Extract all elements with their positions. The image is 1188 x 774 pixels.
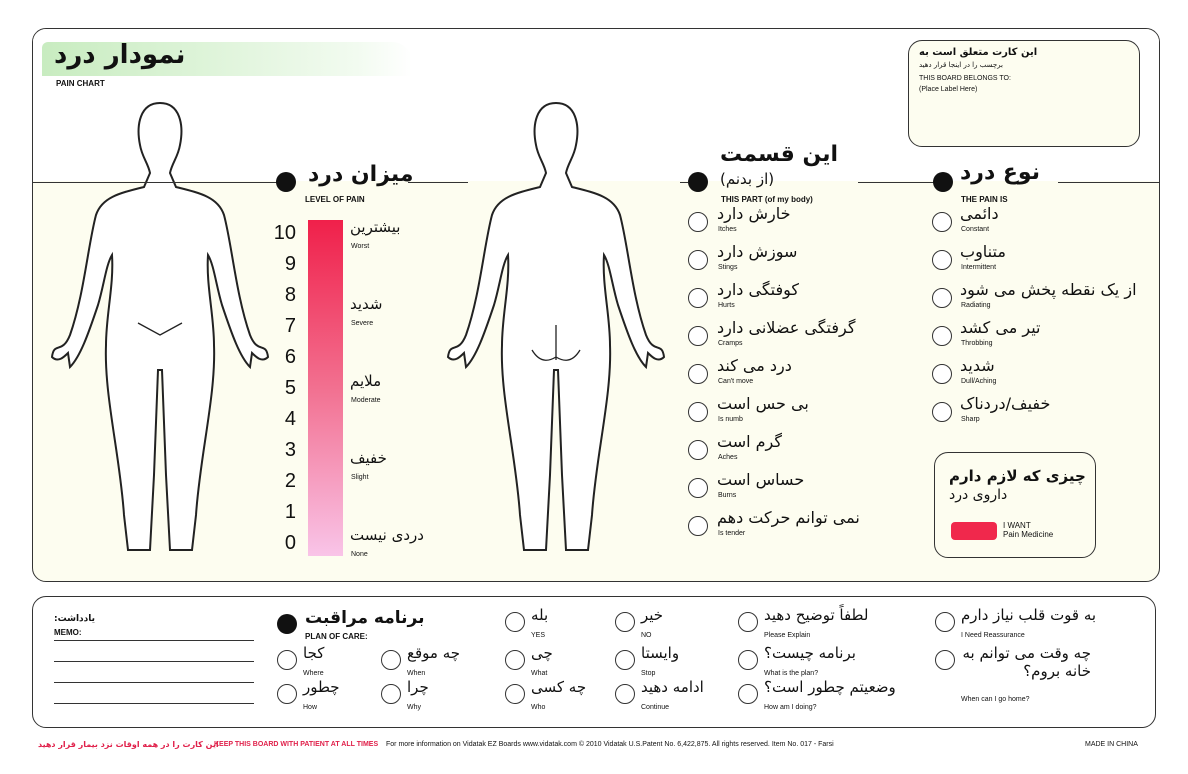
footer-keep: KEEP THIS BOARD WITH PATIENT AT ALL TIMES (214, 741, 379, 748)
scale-number: 10 (273, 222, 296, 244)
option-label-en: Intermittent (961, 264, 997, 271)
bullet-icon (276, 172, 296, 192)
plan-title: برنامه مراقبت (305, 608, 425, 628)
pain-medicine-button[interactable] (951, 522, 997, 540)
option-label-en: Cramps (718, 340, 743, 347)
plan-option-label[interactable]: خیر (641, 606, 664, 624)
scale-number: 7 (284, 315, 296, 337)
option-label-en: Dull/Aching (961, 378, 997, 385)
plan-option-label-en: YES (531, 632, 546, 639)
plan-option-label-en: When (407, 670, 426, 677)
scale-label: ملایم (350, 372, 382, 390)
option-label[interactable]: خارش دارد (717, 204, 791, 223)
plan-option-label-en: Where (303, 670, 324, 677)
bullet-icon (277, 614, 297, 634)
plan-option-label-en: When can I go home? (961, 696, 1030, 703)
body-part-subtitle: THIS PART (of my body) (721, 195, 813, 204)
option-label[interactable]: از یک نقطه پخش می شود (960, 280, 1137, 299)
medicine-subtitle: داروی درد (949, 487, 1008, 503)
radio-option[interactable] (688, 250, 708, 270)
divider (858, 182, 934, 183)
footer-made-in: MADE IN CHINA (1085, 741, 1138, 748)
scale-number: 4 (284, 408, 296, 430)
radio-option[interactable] (688, 478, 708, 498)
pain-level-title: میزان درد (308, 162, 414, 187)
plan-option[interactable] (505, 650, 525, 670)
memo-line[interactable] (54, 682, 254, 683)
scale-label-en: Slight (351, 474, 369, 481)
option-label[interactable]: درد می کند (717, 356, 792, 375)
plan-option[interactable] (277, 650, 297, 670)
plan-option-label[interactable]: لطفاً توضیح دهید (764, 606, 869, 624)
plan-option-label-en: NO (641, 632, 652, 639)
plan-option-label-en: I Need Reassurance (961, 632, 1025, 639)
owner-label-box[interactable] (908, 40, 1140, 147)
plan-option-label[interactable]: چرا (407, 678, 429, 696)
radio-option[interactable] (932, 250, 952, 270)
plan-option-label-en: How am I doing? (764, 704, 817, 711)
medicine-label-en2: Pain Medicine (1003, 530, 1054, 539)
radio-option[interactable] (688, 212, 708, 232)
plan-option-label[interactable]: کجا (303, 644, 325, 662)
plan-option[interactable] (381, 684, 401, 704)
owner-label-en: THIS BOARD BELONGS TO: (919, 75, 1011, 82)
plan-option-label-en: What is the plan? (764, 670, 819, 677)
plan-option-label-en: What (531, 670, 548, 677)
owner-subtitle: برچسب را در اینجا قرار دهید (919, 61, 1003, 69)
scale-label: خفیف (350, 449, 387, 467)
option-label-en: Throbbing (961, 340, 993, 347)
scale-number: 3 (284, 439, 296, 461)
pain-type-subtitle: THE PAIN IS (961, 195, 1008, 204)
scale-number: 8 (284, 284, 296, 306)
plan-option-label-en: Why (407, 704, 421, 711)
body-part-title-sub: (از بدنم) (720, 170, 775, 188)
scale-label-en: Moderate (351, 397, 381, 404)
plan-option-label[interactable]: چی (531, 644, 553, 662)
scale-label: دردی نیست (350, 526, 424, 544)
radio-option[interactable] (932, 288, 952, 308)
plan-option-label-en: Stop (641, 670, 656, 677)
option-label-en: Burns (718, 492, 737, 499)
scale-label: شدید (350, 295, 383, 313)
radio-option[interactable] (932, 364, 952, 384)
body-part-title: این قسمت (720, 142, 839, 167)
medicine-title: چیزی که لازم دارم (949, 467, 1086, 485)
memo-line[interactable] (54, 703, 254, 704)
plan-option[interactable] (738, 612, 758, 632)
plan-option[interactable] (935, 650, 955, 670)
pain-scale-gradient-bar[interactable] (308, 220, 343, 556)
option-label-en: Hurts (718, 302, 735, 309)
plan-option-label[interactable]: چطور (303, 678, 340, 696)
option-label-en: Is numb (718, 416, 743, 423)
scale-number: 9 (284, 253, 296, 275)
bullet-icon (933, 172, 953, 192)
option-label[interactable]: حساس است (717, 470, 805, 489)
divider (1058, 182, 1160, 183)
body-back-outline[interactable] (436, 95, 676, 565)
option-label-en: Radiating (961, 302, 991, 309)
plan-option-label-en: Please Explain (764, 632, 811, 639)
option-label[interactable]: دائمی (960, 204, 999, 223)
plan-option-label[interactable]: چه وقت می توانم به خانه بروم؟ (962, 644, 1091, 680)
plan-option[interactable] (615, 612, 635, 632)
divider (680, 182, 688, 183)
option-label-en: Stings (718, 264, 738, 271)
plan-option-label[interactable]: چه کسی (531, 678, 587, 696)
scale-number: 6 (284, 346, 296, 368)
plan-option[interactable] (738, 650, 758, 670)
plan-option[interactable] (935, 612, 955, 632)
radio-option[interactable] (688, 402, 708, 422)
plan-option-label[interactable]: برنامه چیست؟ (764, 644, 856, 662)
memo-label: MEMO: (54, 628, 82, 637)
option-label-en: Is tender (718, 530, 746, 537)
pain-level-subtitle: LEVEL OF PAIN (305, 195, 365, 204)
page-title: نمودار درد (54, 40, 186, 70)
plan-option-label[interactable]: ادامه دهید (641, 678, 704, 696)
pain-type-title: نوع درد (960, 160, 1040, 185)
scale-label-en: Severe (351, 320, 374, 327)
radio-option[interactable] (688, 326, 708, 346)
bullet-icon (688, 172, 708, 192)
plan-option[interactable] (381, 650, 401, 670)
option-label-en: Can't move (718, 378, 754, 385)
option-label[interactable]: سوزش دارد (717, 242, 798, 261)
plan-option-label-en: Continue (641, 704, 670, 711)
footer-fa: این کارت را در همه اوقات نزد بیمار قرار دهید (38, 740, 219, 749)
radio-option[interactable] (932, 212, 952, 232)
option-label[interactable]: گرفتگی عضلانی دارد (717, 318, 856, 337)
scale-number: 5 (284, 377, 296, 399)
memo-line[interactable] (54, 661, 254, 662)
option-label-en: Sharp (961, 416, 980, 423)
scale-label-en: None (351, 551, 368, 558)
option-label[interactable]: بی حس است (717, 394, 809, 413)
plan-option[interactable] (505, 612, 525, 632)
scale-label-en: Worst (351, 243, 370, 250)
plan-option-label[interactable]: به قوت قلب نیاز دارم (961, 606, 1097, 624)
scale-number: 2 (284, 470, 296, 492)
scale-number: 1 (284, 501, 296, 523)
option-label-en: Aches (718, 454, 738, 461)
memo-label-fa: یادداشت: (54, 614, 96, 624)
option-label-en: Constant (961, 226, 990, 233)
radio-option[interactable] (688, 288, 708, 308)
plan-subtitle: PLAN OF CARE: (305, 632, 368, 641)
option-label[interactable]: گرم است (717, 432, 782, 451)
plan-option[interactable] (615, 684, 635, 704)
plan-option-label-en: Who (531, 704, 546, 711)
scale-number: 0 (284, 532, 296, 554)
plan-option-label[interactable]: وایستا (641, 644, 680, 662)
memo-line[interactable] (54, 640, 254, 641)
option-label-en: Itches (718, 226, 737, 233)
option-label[interactable]: شدید (960, 356, 995, 375)
pain-medicine-box[interactable] (934, 452, 1096, 558)
owner-placeholder: (Place Label Here) (919, 86, 978, 93)
scale-label: بیشترین (350, 218, 401, 236)
plan-option[interactable] (277, 684, 297, 704)
divider (408, 182, 468, 183)
body-front-outline[interactable] (40, 95, 280, 565)
radio-option[interactable] (688, 516, 708, 536)
radio-option[interactable] (932, 402, 952, 422)
plan-option[interactable] (738, 684, 758, 704)
plan-option-label[interactable]: وضعیتم چطور است؟ (764, 678, 896, 696)
option-label[interactable]: خفیف/دردناک (960, 394, 1051, 413)
divider (32, 182, 284, 183)
plan-option-label[interactable]: چه موقع (407, 644, 461, 662)
medicine-label-en: I WANT (1003, 521, 1031, 530)
owner-title: این کارت متعلق است به (919, 47, 1038, 58)
option-label[interactable]: تیر می کشد (960, 318, 1041, 337)
plan-option[interactable] (505, 684, 525, 704)
radio-option[interactable] (932, 326, 952, 346)
option-label[interactable]: متناوب (960, 242, 1006, 261)
footer-info: For more information on Vidatak EZ Boards www.vidatak.com © 2010 Vidatak U.S.Patent No. 6,422,875. All rights reserved. Item No. 017 - Farsi (386, 741, 834, 748)
plan-option-label-en: How (303, 704, 318, 711)
radio-option[interactable] (688, 364, 708, 384)
option-label[interactable]: کوفتگی دارد (717, 280, 800, 299)
plan-option[interactable] (615, 650, 635, 670)
page-subtitle: PAIN CHART (56, 79, 105, 88)
radio-option[interactable] (688, 440, 708, 460)
plan-option-label[interactable]: بله (531, 606, 549, 624)
option-label[interactable]: نمی توانم حرکت دهم (717, 508, 860, 527)
